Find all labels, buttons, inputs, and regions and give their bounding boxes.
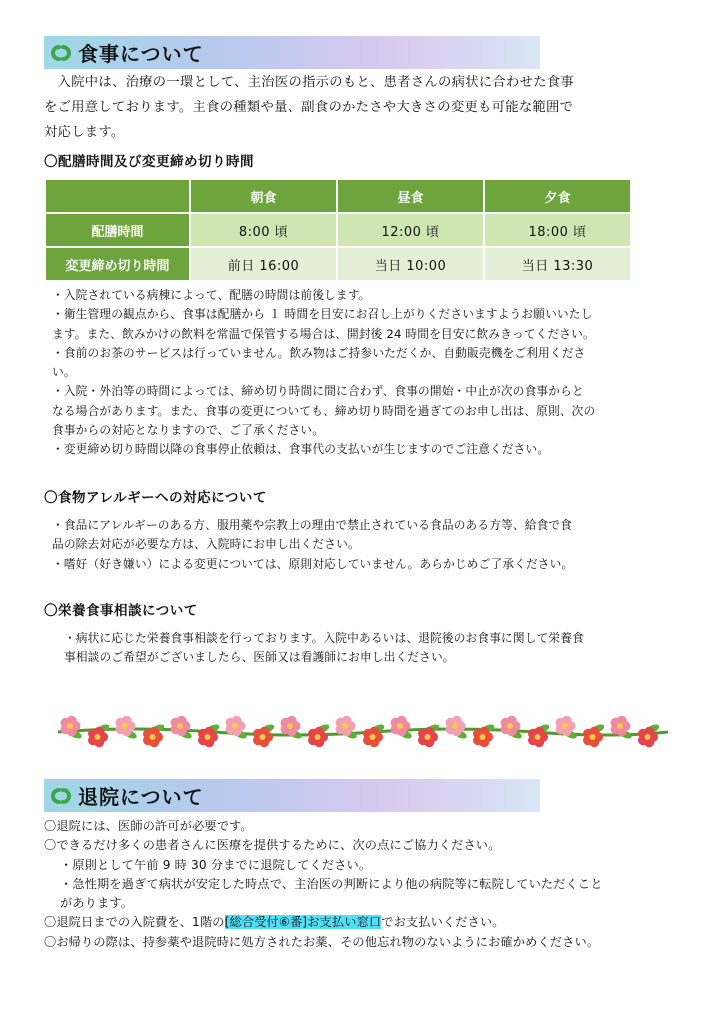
- note-line: い。: [52, 365, 76, 380]
- flower-center: [205, 734, 211, 740]
- note-line: 事相談のご希望がございましたら、医師又は看護師にお申し出ください。: [64, 650, 455, 665]
- flower-center: [535, 734, 541, 740]
- note-line: ・食品にアレルギーのある方、服用薬や宗教上の理由で禁止されている食品のある方等、給食で食: [52, 518, 573, 532]
- note-line: ・病状に応じた栄養食事相談を行っております。入院中あるいは、退院後のお食事に関して栄養食: [64, 631, 584, 645]
- note-line: ・変更締め切り時間以降の食事停止依頼は、食事代の支払いが生じますのでご注意ください。: [52, 442, 550, 457]
- table-cell: 当日 10:00: [337, 247, 484, 281]
- flower-center: [425, 734, 431, 740]
- discharge-subitem: ・原則として午前 9 時 30 分までに退院してください。: [60, 857, 372, 872]
- table-row: [45, 247, 631, 281]
- discharge-item: 〇できるだけ多くの患者さんに医療を提供するために、次の点にご協力ください。: [44, 838, 501, 853]
- column-header-breakfast: 朝食: [190, 179, 337, 213]
- table-cell: 12:00 頃: [337, 213, 484, 247]
- row-label-serving-time: 配膳時間: [45, 213, 190, 247]
- flower-center: [590, 734, 596, 740]
- row-label-change-deadline: 変更締め切り時間: [45, 247, 190, 281]
- note-line: ます。また、飲みかけの飲料を常温で保管する場合は、開封後 24 時間を目安に飲みきってください。: [52, 326, 595, 341]
- note-line: なる場合があります。また、食事の変更についても、締め切り時間を過ぎてのお申し出は、原則、次の: [52, 403, 596, 418]
- note-line: ・食前のお茶のサービスは行っていません。飲み物はご持参いただくか、自動販売機をご利用くださ: [52, 345, 586, 360]
- flower-center: [232, 723, 238, 729]
- discharge-item: 〇退院には、医師の許可が必要です。: [44, 819, 253, 833]
- flower-center: [562, 723, 568, 729]
- meal-times-heading: 〇配膳時間及び変更締め切り時間: [44, 154, 254, 170]
- nutrition-notes-list: [64, 629, 684, 668]
- table-cell: 当日 13:30: [484, 247, 631, 281]
- column-header-lunch: 昼食: [337, 179, 484, 213]
- flower-center: [67, 723, 73, 729]
- intro-line: をご用意しております。主食の種類や量、副食のかたさや大きさの変更も可能な範囲で: [44, 100, 574, 115]
- payment-suffix: でお支払いください。: [381, 915, 505, 930]
- meal-intro-paragraph: [44, 70, 684, 145]
- note-line: 品の除去対応が必要な方は、入院時にお申し出ください。: [52, 537, 360, 552]
- discharge-subitem: ・急性期を過ぎて病状が安定した時点で、主治医の判断により他の病院等に転院していただくこと: [60, 876, 603, 891]
- flower-center: [260, 734, 266, 740]
- green-chain-link-icon: [48, 43, 74, 63]
- flower-center: [507, 723, 513, 729]
- note-line: ・嗜好（好き嫌い）による変更については、原則対応していません。あらかじめご了承ください。: [52, 556, 574, 571]
- nutrition-consult-heading: 〇栄養食事相談について: [44, 603, 198, 619]
- meal-times-table: [44, 178, 632, 282]
- meal-notes-list: [52, 286, 684, 460]
- table-header-row: [45, 179, 631, 213]
- allergy-heading: 〇食物アレルギーへの対応について: [44, 490, 267, 506]
- flower-garland-divider: [54, 712, 672, 750]
- intro-line: 入院中は、治療の一環として、主治医の指示のもと、患者さんの病状に合わせた食事: [44, 75, 575, 90]
- meal-section-title: 食事について: [78, 42, 204, 66]
- flower-center: [150, 734, 156, 740]
- flower-center: [397, 723, 403, 729]
- intro-line: 対応します。: [44, 125, 125, 140]
- flower-center: [177, 723, 183, 729]
- note-line: ・衛生管理の観点から、食事は配膳から １ 時間を目安にお召し上がりくださいますようお願いいたし: [52, 307, 593, 322]
- flower-center: [122, 723, 128, 729]
- flower-center: [480, 734, 486, 740]
- discharge-subitem: があります。: [60, 896, 134, 911]
- flower-center: [342, 723, 348, 729]
- flower-center: [452, 723, 458, 729]
- allergy-notes-list: [52, 516, 684, 574]
- note-line: ・入院・外泊等の時間によっては、締め切り時間に間に合わず、食事の開始・中止が次の食事からと: [52, 384, 584, 399]
- flower-center: [95, 734, 101, 740]
- payment-window-highlight: [総合受付⑥番]お支払い窓口: [224, 915, 382, 930]
- flower-center: [287, 723, 293, 729]
- table-cell: 18:00 頃: [484, 213, 631, 247]
- discharge-section-heading: [44, 779, 540, 812]
- note-line: ・入院されている病棟によって、配膳の時間は前後します。: [52, 288, 371, 302]
- discharge-section-title: 退院について: [78, 785, 204, 809]
- discharge-item: 〇お帰りの際は、持参薬や退院時に処方されたお薬、その他忘れ物のないようにお確かめください。: [44, 934, 600, 949]
- payment-item: [44, 913, 689, 932]
- flower-center: [617, 723, 623, 729]
- meal-section-heading: [44, 36, 540, 69]
- discharge-list: [44, 817, 689, 952]
- flower-center: [370, 734, 376, 740]
- table-row: [45, 213, 631, 247]
- note-line: 食事からの対応となりますので、ご了承ください。: [52, 423, 325, 438]
- payment-prefix: 〇退院日までの入院費を、1階の: [44, 915, 225, 930]
- table-cell: 8:00 頃: [190, 213, 337, 247]
- column-header-dinner: 夕食: [484, 179, 631, 213]
- flower-center: [315, 734, 321, 740]
- table-cell: 前日 16:00: [190, 247, 337, 281]
- flower-center: [645, 734, 651, 740]
- green-chain-link-icon: [48, 786, 74, 806]
- table-corner-cell: [45, 179, 190, 213]
